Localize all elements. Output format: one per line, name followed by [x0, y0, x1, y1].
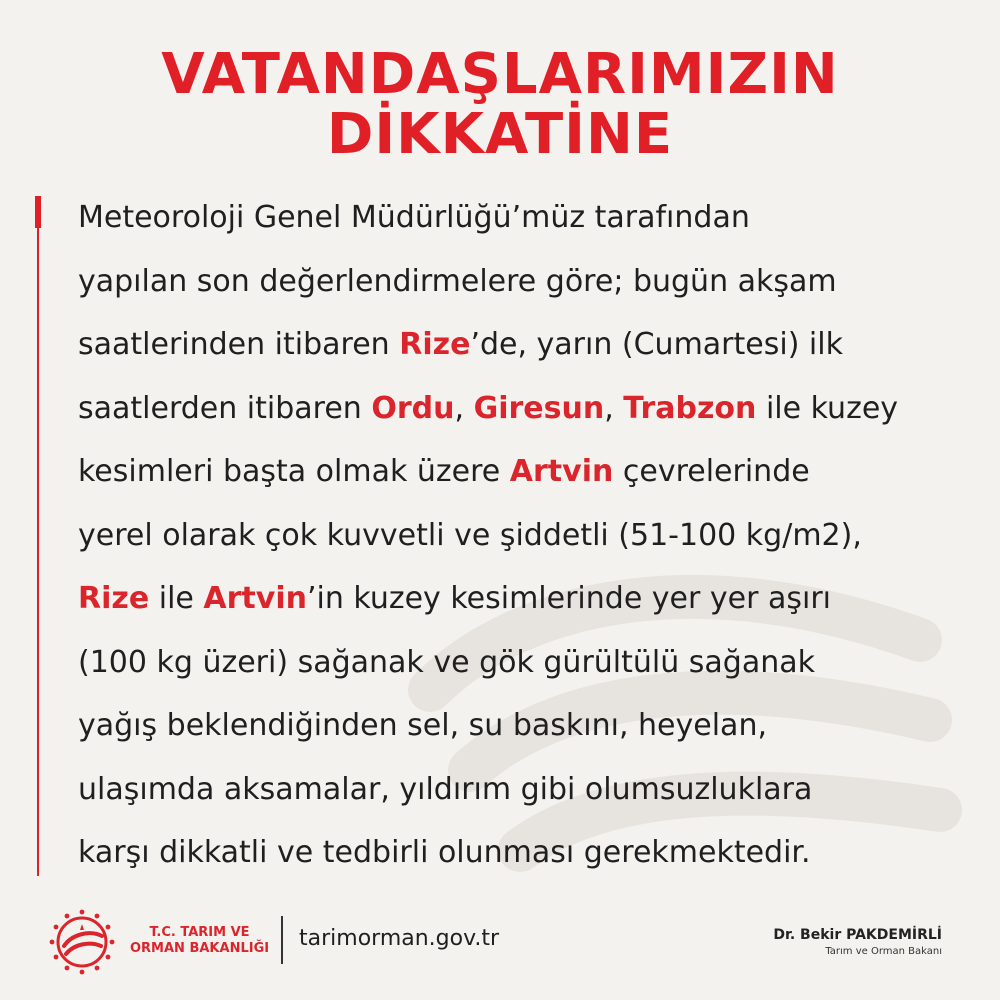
- announcement-line: [78, 758, 983, 822]
- announcement-line: [78, 567, 983, 631]
- announcement-line: [78, 694, 983, 758]
- highlighted-place-name: Ordu: [371, 390, 455, 426]
- text-segment: ile kuzey: [756, 390, 899, 426]
- announcement-line: [78, 440, 983, 504]
- highlighted-place-name: Giresun: [473, 390, 605, 426]
- highlighted-place-name: Rize: [399, 327, 471, 362]
- text-segment: yağış beklendiğinden sel, su baskını, heyelan,: [78, 708, 767, 743]
- text-segment: yerel olarak çok kuvvetli ve şiddetli (51-100 kg/m2),: [78, 517, 862, 553]
- highlighted-place-name: Artvin: [203, 581, 307, 616]
- text-segment: Meteoroloji Genel Müdürlüğü’müz tarafından: [78, 200, 750, 235]
- ministry-name-line-2: ORMAN BAKANLIĞI: [130, 941, 270, 956]
- text-segment: ,: [454, 390, 474, 426]
- announcement-line: [78, 821, 983, 885]
- text-segment: ’in kuzey kesimlerinde yer yer aşırı: [306, 581, 831, 616]
- accent-bar: [37, 196, 39, 876]
- text-segment: saatlerden itibaren: [78, 390, 372, 426]
- announcement-line: [78, 377, 983, 441]
- text-segment: kesimleri başta olmak üzere: [78, 454, 510, 489]
- text-segment: karşı dikkatli ve tedbirli olunması gerekmektedir.: [78, 835, 811, 870]
- announcement-line: [78, 250, 983, 314]
- text-segment: ’de, yarın (Cumartesi) ilk: [470, 327, 843, 362]
- website-link[interactable]: tarimorman.gov.tr: [299, 926, 500, 951]
- ministry-name: [130, 925, 269, 957]
- announcement-line: [78, 504, 983, 568]
- announcement-line: [78, 313, 983, 377]
- text-segment: ,: [604, 390, 624, 426]
- announcement-line: [78, 186, 983, 250]
- announcement-text: [78, 186, 983, 885]
- text-segment: yapılan son değerlendirmelere göre; bugün akşam: [78, 263, 837, 299]
- highlighted-place-name: Trabzon: [623, 390, 757, 426]
- highlighted-place-name: Artvin: [509, 454, 614, 489]
- headline-line-1: VATANDAŞLARIMIZIN: [161, 42, 839, 107]
- text-segment: (100 kg üzeri) sağanak ve gök gürültülü sağanak: [78, 644, 815, 680]
- announcement-line: [78, 631, 983, 695]
- headline-line-2: DİKKATİNE: [326, 102, 674, 167]
- ministry-name-line-1: T.C. TARIM VE: [149, 925, 250, 940]
- minister-title: Tarım ve Orman Bakanı: [825, 946, 942, 957]
- minister-signature: [773, 927, 942, 957]
- text-segment: ile: [149, 581, 204, 616]
- text-segment: saatlerinden itibaren: [78, 327, 400, 362]
- text-segment: çevrelerinde: [613, 454, 810, 489]
- highlighted-place-name: Rize: [78, 581, 150, 616]
- ministry-emblem-icon: [46, 906, 118, 978]
- minister-name: Dr. Bekir PAKDEMİRLİ: [773, 927, 942, 943]
- text-segment: ulaşımda aksamalar, yıldırım gibi olumsuzluklara: [78, 771, 813, 807]
- footer-divider: [281, 916, 283, 964]
